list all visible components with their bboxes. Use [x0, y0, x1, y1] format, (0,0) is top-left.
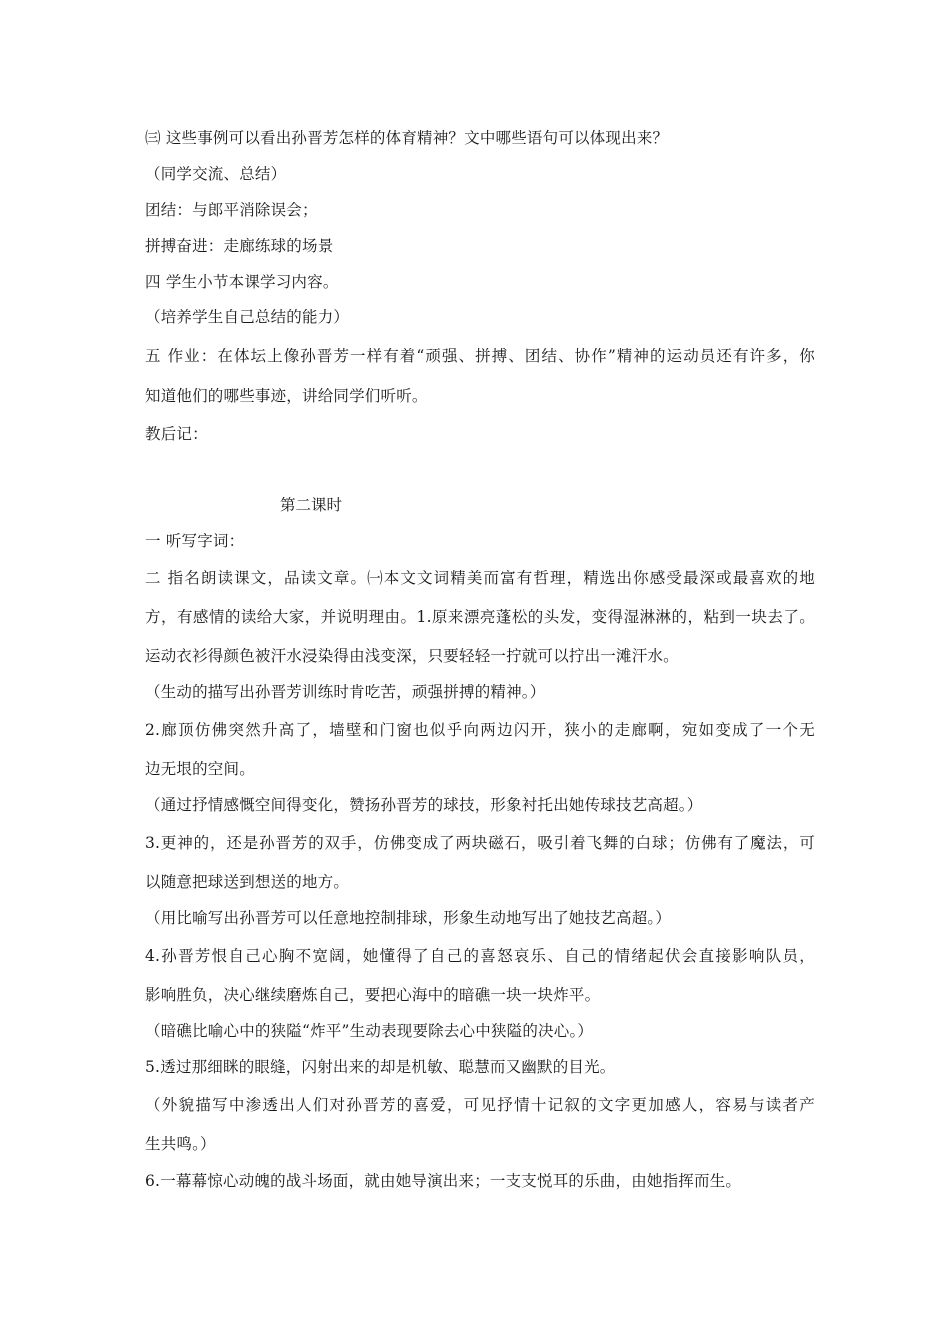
item-four-line-cont: 影响胜负，决心继续磨炼自己，要把心海中的暗礁一块一块炸平。: [145, 986, 601, 1004]
item-two-line: 2.廊顶仿佛突然升高了，墙壁和门窗也似乎向两边闪开，狭小的走廊啊，宛如变成了一个无: [145, 721, 815, 739]
note-line: （生动的描写出孙晋芳训练时肯吃苦，顽强拼搏的精神。）: [145, 683, 546, 701]
reading-line: 二 指名朗读课文，品读文章。㈠本文文词精美而富有哲理，精选出你感受最深或最喜欢的地: [145, 569, 815, 587]
note-line-cont: 生共鸣。）: [145, 1135, 216, 1153]
item-two-line-cont: 边无垠的空间。: [145, 760, 255, 778]
unity-line: 团结：与郎平消除误会；: [145, 201, 318, 219]
question-line: ㈢ 这些事例可以看出孙晋芳怎样的体育精神？文中哪些语句可以体现出来？: [145, 129, 669, 147]
afterword-line: 教后记：: [145, 425, 208, 443]
homework-line-cont: 知道他们的哪些事迹，讲给同学们听听。: [145, 387, 428, 405]
lesson-two-heading: 第二课时: [280, 496, 343, 514]
item-three-line-cont: 以随意把球送到想送的地方。: [145, 873, 350, 891]
section-four-line: 四 学生小节本课学习内容。: [145, 273, 339, 291]
note-line: （培养学生自己总结的能力）: [145, 308, 350, 326]
note-line: （通过抒情感慨空间得变化，赞扬孙晋芳的球技，形象衬托出她传球技艺高超。）: [145, 796, 703, 814]
reading-line-cont: 方，有感情的读给大家，并说明理由。1.原来漂亮蓬松的头发，变得湿淋淋的，粘到一块去了。: [145, 608, 815, 626]
item-six-line: 6.一幕幕惊心动魄的战斗场面，就由她导演出来；一支支悦耳的乐曲，由她指挥而生。: [145, 1172, 742, 1190]
note-line: （用比喻写出孙晋芳可以任意地控制排球，形象生动地写出了她技艺高超。）: [145, 909, 672, 927]
item-three-line: 3.更神的，还是孙晋芳的双手，仿佛变成了两块磁石，吸引着飞舞的白球；仿佛有了魔法，可: [145, 834, 815, 852]
homework-line: 五 作业：在体坛上像孙晋芳一样有着“顽强、拼搏、团结、协作”精神的运动员还有许多，你: [145, 347, 815, 365]
note-line: （暗礁比喻心中的狭隘“炸平”生动表现要除去心中狭隘的决心。）: [145, 1022, 594, 1040]
note-line: （同学交流、总结）: [145, 165, 287, 183]
item-four-line: 4.孙晋芳恨自己心胸不宽阔，她懂得了自己的喜怒哀乐、自己的情绪起伏会直接影响队员，: [145, 947, 815, 965]
note-line: （外貌描写中渗透出人们对孙晋芳的喜爱，可见抒情十记叙的文字更加感人，容易与读者产: [145, 1096, 815, 1114]
struggle-line: 拼搏奋进：走廊练球的场景: [145, 237, 334, 255]
dictation-line: 一 听写字词：: [145, 532, 245, 550]
reading-line-cont: 运动衣衫得颜色被汗水浸染得由浅变深，只要轻轻一拧就可以拧出一滩汗水。: [145, 647, 679, 665]
item-five-line: 5.透过那细眯的眼缝，闪射出来的却是机敏、聪慧而又幽默的目光。: [145, 1058, 616, 1076]
